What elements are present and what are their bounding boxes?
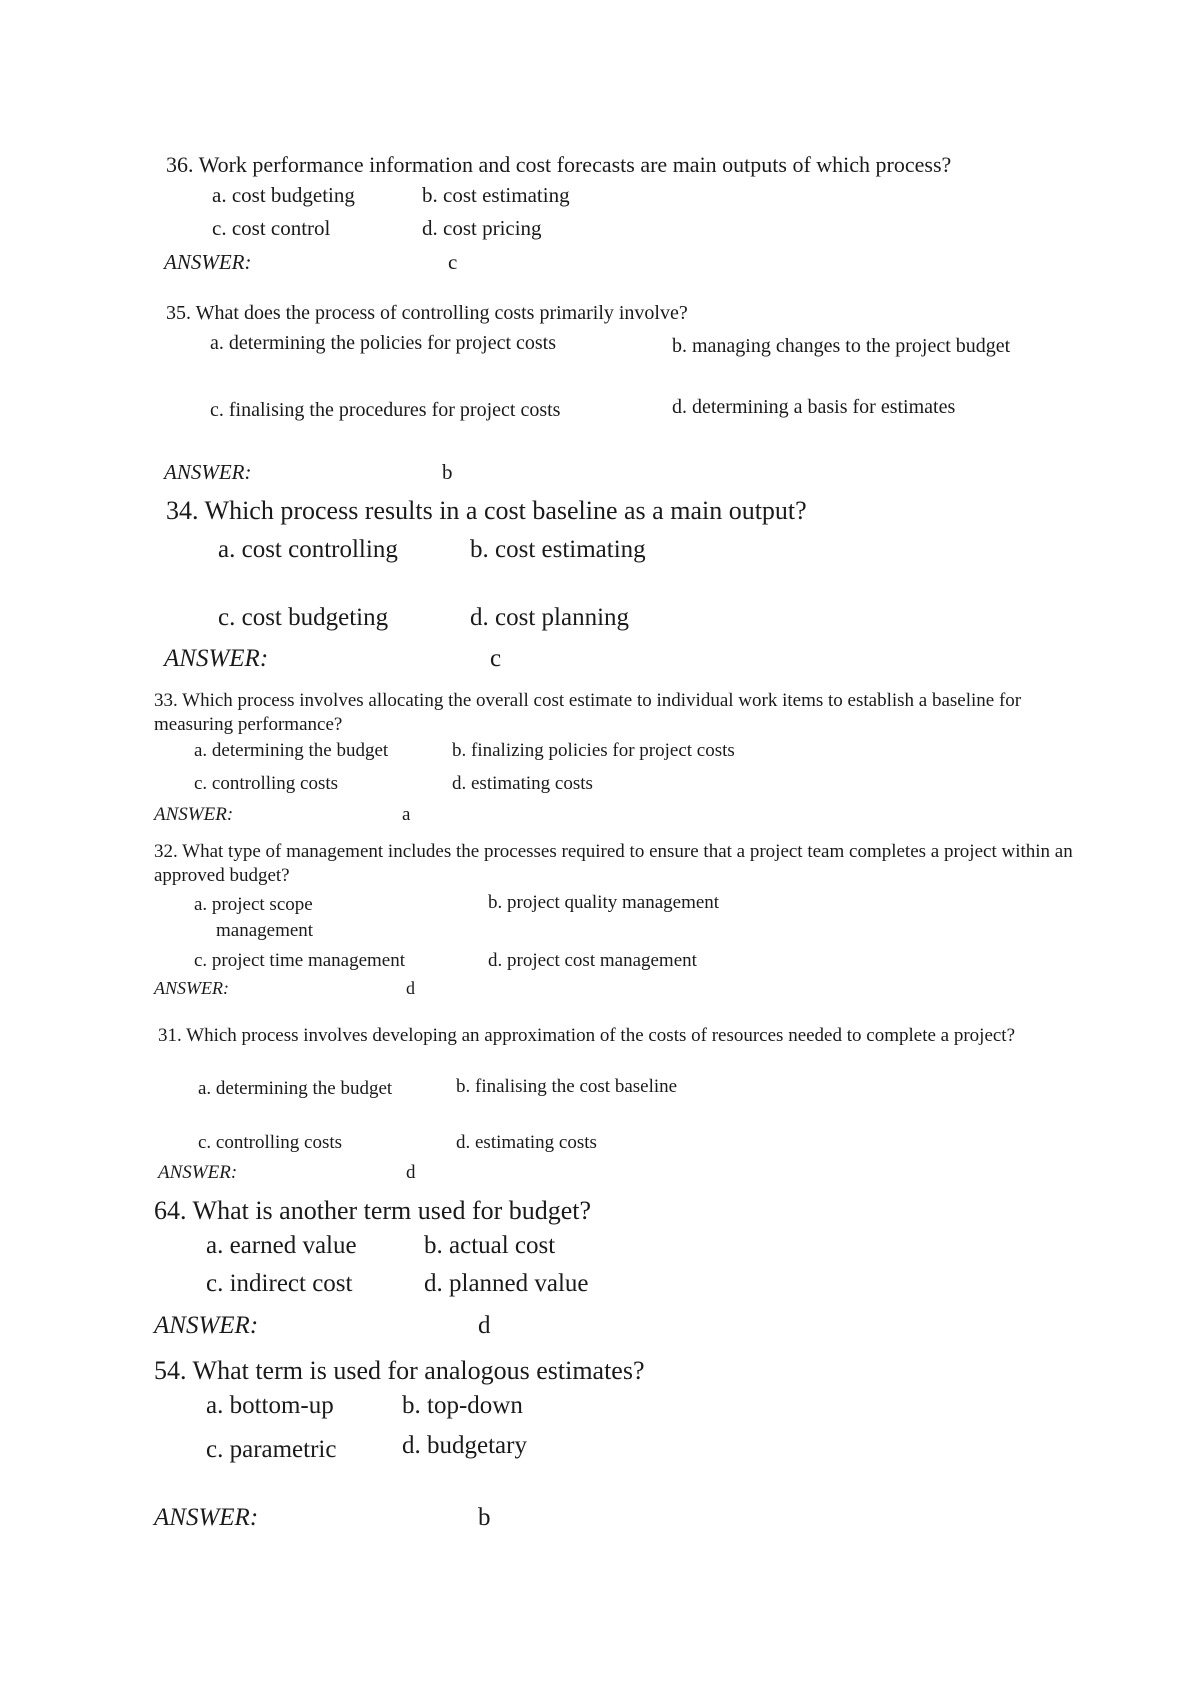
option-c: c. parametric <box>206 1436 337 1463</box>
option-b: b. finalizing policies for project costs <box>452 740 735 761</box>
option-d: d. estimating costs <box>452 773 593 794</box>
answer-label: ANSWER: <box>154 804 234 825</box>
option-a: a. bottom-up <box>206 1392 334 1419</box>
answer-label: ANSWER: <box>154 1312 259 1339</box>
option-b: b. finalising the cost baseline <box>456 1076 678 1097</box>
question-stem: 33. Which process involves allocating the overall cost estimate to individual work items to establish a baseline for measuring performance? <box>154 690 1022 735</box>
answer-label: ANSWER: <box>164 460 252 484</box>
question-stem: 36. Work performance information and cost forecasts are main outputs of which process? <box>166 152 952 177</box>
question-stem: 34. Which process results in a cost baseline as a main output? <box>166 496 807 525</box>
question-stem: 35. What does the process of controlling costs primarily involve? <box>166 302 688 324</box>
option-c: c. indirect cost <box>206 1270 353 1297</box>
question-stem: 31. Which process involves developing an approximation of the costs of resources needed to complete a project? <box>158 1025 1016 1046</box>
option-c: c. cost budgeting <box>218 604 389 631</box>
answer-label: ANSWER: <box>158 1162 238 1183</box>
option-d: d. project cost management <box>488 950 697 971</box>
option-b: b. top-down <box>402 1392 523 1419</box>
answer-value: c <box>490 645 502 672</box>
answer-label: ANSWER: <box>154 1504 259 1531</box>
answer-label: ANSWER: <box>154 978 229 998</box>
option-c: c. finalising the procedures for project costs <box>210 399 561 421</box>
option-d: d. estimating costs <box>456 1132 597 1153</box>
option-a: a. cost controlling <box>218 536 398 563</box>
answer-value: c <box>448 250 458 274</box>
option-a: a. earned value <box>206 1232 357 1259</box>
answer-label: ANSWER: <box>164 645 269 672</box>
answer-value: a <box>402 804 411 825</box>
answer-value: b <box>442 460 453 484</box>
option-b: b. cost estimating <box>422 183 570 207</box>
question-stem: 32. What type of management includes the processes required to ensure that a project team completes a project within an approved budget? <box>154 841 1073 886</box>
option-a: a. cost budgeting <box>212 183 355 207</box>
option-d: d. planned value <box>424 1270 589 1297</box>
option-a: a. determining the budget <box>194 740 389 761</box>
option-b: b. actual cost <box>424 1232 556 1259</box>
option-b: b. project quality management <box>488 892 720 913</box>
option-c: c. project time management <box>194 950 406 971</box>
option-a: a. determining the budget <box>198 1078 393 1099</box>
option-b: b. managing changes to the project budget <box>672 335 1011 357</box>
option-d: d. budgetary <box>402 1432 527 1459</box>
option-a: a. determining the policies for project costs <box>210 332 557 354</box>
option-c: c. controlling costs <box>198 1132 343 1153</box>
answer-label: ANSWER: <box>164 250 252 274</box>
option-c: c. cost control <box>212 216 331 240</box>
option-d: d. cost planning <box>470 604 630 631</box>
answer-value: b <box>478 1504 491 1531</box>
question-stem: 64. What is another term used for budget? <box>154 1196 592 1225</box>
answer-value: d <box>406 1162 416 1183</box>
option-c: c. controlling costs <box>194 773 339 794</box>
option-a: a. project scope management <box>194 894 314 941</box>
question-stem: 54. What term is used for analogous estimates? <box>154 1356 645 1385</box>
option-d: d. determining a basis for estimates <box>672 396 956 418</box>
option-b: b. cost estimating <box>470 536 646 563</box>
answer-value: d <box>478 1312 491 1339</box>
option-d: d. cost pricing <box>422 216 542 240</box>
answer-value: d <box>406 978 415 998</box>
